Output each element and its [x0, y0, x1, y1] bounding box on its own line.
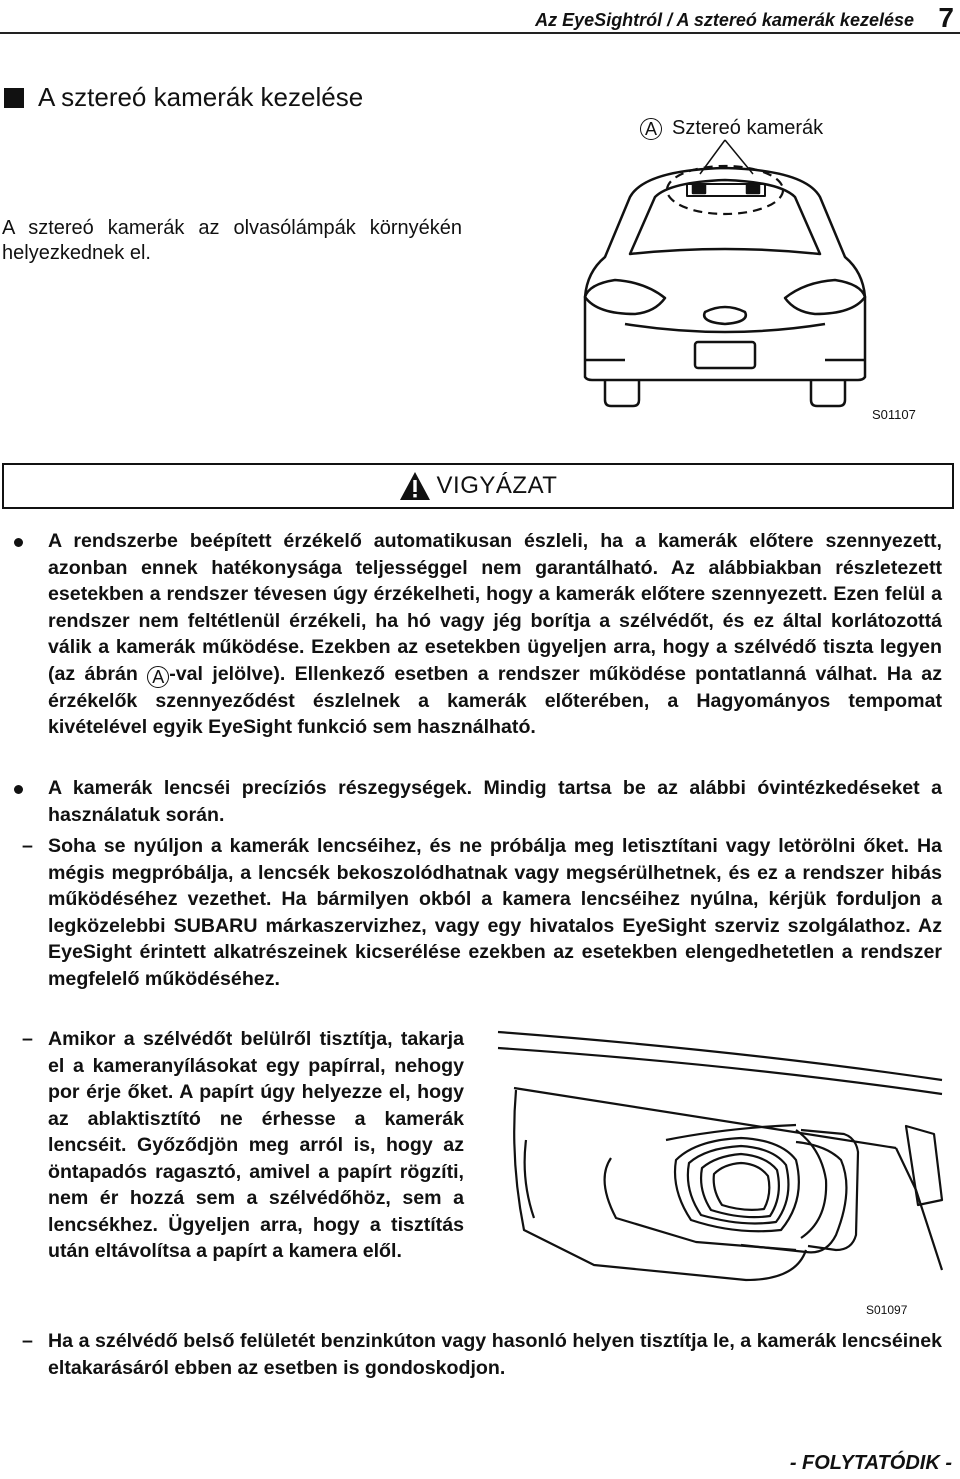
dash-2-text: Amikor a szélvédőt belülről tisztítja, takarja el a kameranyílásokat egy papírral, nehogy por érje őket. A papírt úgy helyezze el, hogy az ablaktisztító ne érhesse a kamerák lencséit. Győződjön meg arról is, hogy az öntapadós ragasztó, amivel a papírt rögzíti, nem ér hozzá sem a szélvédőhöz, sem a lencsékhez. Ügyeljen arra, hogy a tisztítás után eltávolítsa a papírt a kamera elől. — [48, 1028, 464, 1262]
running-header — [0, 4, 960, 34]
bullet-1-text — [48, 528, 942, 741]
windshield-camera-illustration — [496, 1030, 946, 1290]
bullet-1-part2: -val jelölve). Ellenkező esetben a rendszer működése pontatlanná válhat. Ha az érzékelők szennyeződést észlelnek a kamerák előterében, a Hagyományos tempomat kivételével egyik EyeSight funkció sem használható. — [48, 662, 942, 738]
section-title — [4, 82, 363, 113]
bullet-dot-icon — [14, 538, 23, 547]
intro-text: A sztereó kamerák az olvasólámpák környékén helyezkednek el. — [2, 217, 462, 264]
figure-code-s01107: S01107 — [872, 407, 916, 422]
bullet-2-text: A kamerák lencséi precíziós részegységek. Mindig tartsa be az alábbi óvintézkedéseket a használatuk során. — [48, 777, 942, 826]
section-title-text: A sztereó kamerák kezelése — [38, 82, 364, 112]
dash-bullet: – — [22, 1028, 33, 1050]
continues-footer: - FOLYTATÓDIK - — [789, 1452, 952, 1474]
dash-bullet: – — [22, 1330, 33, 1352]
camera-label-text: Sztereó kamerák — [672, 117, 824, 139]
circle-letter-a-icon: A — [147, 666, 169, 688]
car-front-illustration — [575, 112, 875, 432]
bullet-1-part1: A rendszerbe beépített érzékelő automatikusan észleli, ha a kamerák előtere szennyezett, azonban ennek hatékonysága teljességgel nem garantálható. Az alábbiakban részletezett esetekben a rendszer tévesen úgy érzékelheti, hogy a kamerák előtere szennyezett. Ezen felül a rendszer nem feltétlenül érzékeli, ha hó vagy jég borítja a szélvédőt, és ez által korlátozottá válik a kamerák működése. Ezekben az esetekben ügyeljen arra, hogy a szélvédő tiszta legyen (az ábrán — [48, 530, 942, 685]
dash-bullet: – — [22, 835, 33, 857]
dash-3-text: Ha a szélvédő belső felületét benzinkúton vagy hasonló helyen tisztítja le, a kamerák lencséinek eltakarásáról ebben az esetben is gondoskodjon. — [48, 1330, 942, 1379]
caution-title: VIGYÁZAT — [436, 472, 558, 499]
caution-box — [2, 463, 954, 509]
figure-code-s01097: S01097 — [866, 1303, 908, 1317]
bullet-dot-icon — [14, 785, 23, 794]
dash-1-text: Soha se nyúljon a kamerák lencséihez, és ne próbálja meg letisztítani vagy letörölni őket. Ha mégis megpróbálja, a lencsék bekoszolódhatnak vagy megsérülhetnek, és ez a rendszer hibás működéséhez vezethet. Ha bármilyen okból a kamera lencséihez nyúlna, kérjük forduljon a legközelebbi SUBARU márkaszervizhez, vagy egy hivatalos EyeSight szerviz szolgálathoz. Az EyeSight érintett alkatrészeinek kicserélése ezekben az esetekben elengedhetetlen a rendszer megfelelő működéséhez. — [48, 835, 942, 990]
warning-triangle-icon — [399, 471, 431, 501]
running-header-title: Az EyeSightról / A sztereó kamerák kezelése — [535, 10, 914, 30]
circle-letter-a-icon: A — [640, 118, 662, 140]
page-number: 7 — [938, 2, 954, 33]
section-square-icon — [4, 88, 24, 108]
